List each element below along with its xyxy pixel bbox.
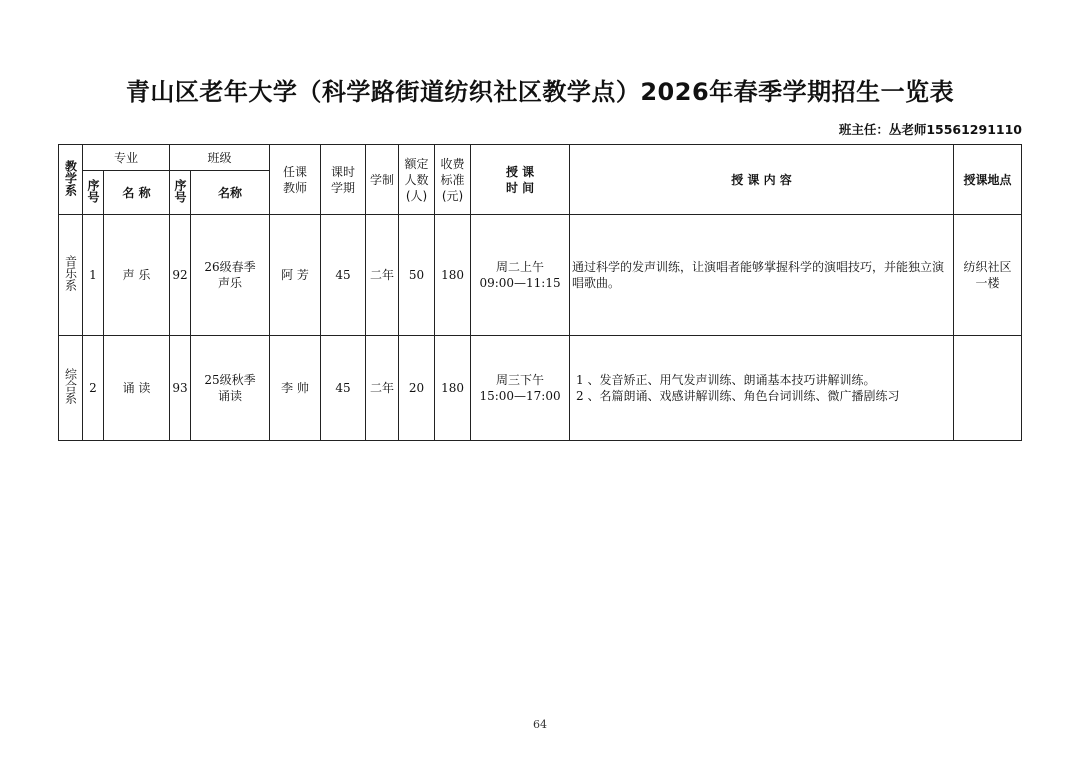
content-line: 2 、名篇朗诵、戏感讲解训练、角色台词训练、微广播剧练习	[576, 389, 900, 403]
cell-duration: 二年	[366, 215, 399, 336]
header-class: 班级	[170, 145, 270, 171]
table-row	[59, 215, 1022, 336]
header-major-seq: 序号	[83, 171, 104, 215]
cell-fee: 180	[435, 336, 471, 441]
document-title: 青山区老年大学（科学路街道纺织社区教学点）2026年春季学期招生一览表	[125, 78, 955, 106]
cell-seq: 1	[83, 215, 104, 336]
cell-hours: 45	[321, 336, 366, 441]
cell-hours: 45	[321, 215, 366, 336]
cell-content	[570, 336, 954, 441]
cell-teacher: 李 帅	[270, 336, 321, 441]
cell-location	[954, 336, 1022, 441]
header-major: 专业	[83, 145, 170, 171]
cell-time: 周二上午 09:00—11:15	[471, 215, 570, 336]
cell-major-name: 声 乐	[104, 215, 170, 336]
cell-department: 综合系	[59, 336, 83, 441]
header-quota: 额定人数(人)	[399, 145, 435, 215]
cell-teacher: 阿 芳	[270, 215, 321, 336]
header-content: 授 课 内 容	[570, 145, 954, 215]
content-line: 1 、发音矫正、用气发声训练、朗诵基本技巧讲解训练。	[576, 373, 876, 387]
cell-location: 纺织社区一楼	[954, 215, 1022, 336]
header-major-name: 名 称	[104, 171, 170, 215]
cell-duration: 二年	[366, 336, 399, 441]
cell-quota: 20	[399, 336, 435, 441]
header-duration: 学制	[366, 145, 399, 215]
head-teacher-contact: 班主任：丛老师15561291110	[838, 122, 1022, 137]
header-fee: 收费标准(元)	[435, 145, 471, 215]
cell-class-seq: 92	[170, 215, 191, 336]
page-number: 64	[533, 718, 547, 731]
header-department: 教学系	[59, 145, 83, 215]
cell-major-name: 诵 读	[104, 336, 170, 441]
enrollment-table	[58, 144, 1022, 441]
cell-class-seq: 93	[170, 336, 191, 441]
header-time: 授 课 时 间	[471, 145, 570, 215]
table-row	[59, 336, 1022, 441]
cell-quota: 50	[399, 215, 435, 336]
header-teacher: 任课教师	[270, 145, 321, 215]
header-hours: 课时学期	[321, 145, 366, 215]
cell-department: 音乐系	[59, 215, 83, 336]
cell-fee: 180	[435, 215, 471, 336]
header-class-seq: 序号	[170, 171, 191, 215]
cell-class-name: 25级秋季诵读	[191, 336, 270, 441]
cell-time: 周三下午 15:00—17:00	[471, 336, 570, 441]
header-row-1	[59, 145, 1022, 171]
header-location: 授课地点	[954, 145, 1022, 215]
cell-content: 通过科学的发声训练，让演唱者能够掌握科学的演唱技巧，并能独立演唱歌曲。	[570, 215, 954, 336]
cell-seq: 2	[83, 336, 104, 441]
header-class-name: 名称	[191, 171, 270, 215]
cell-class-name: 26级春季声乐	[191, 215, 270, 336]
